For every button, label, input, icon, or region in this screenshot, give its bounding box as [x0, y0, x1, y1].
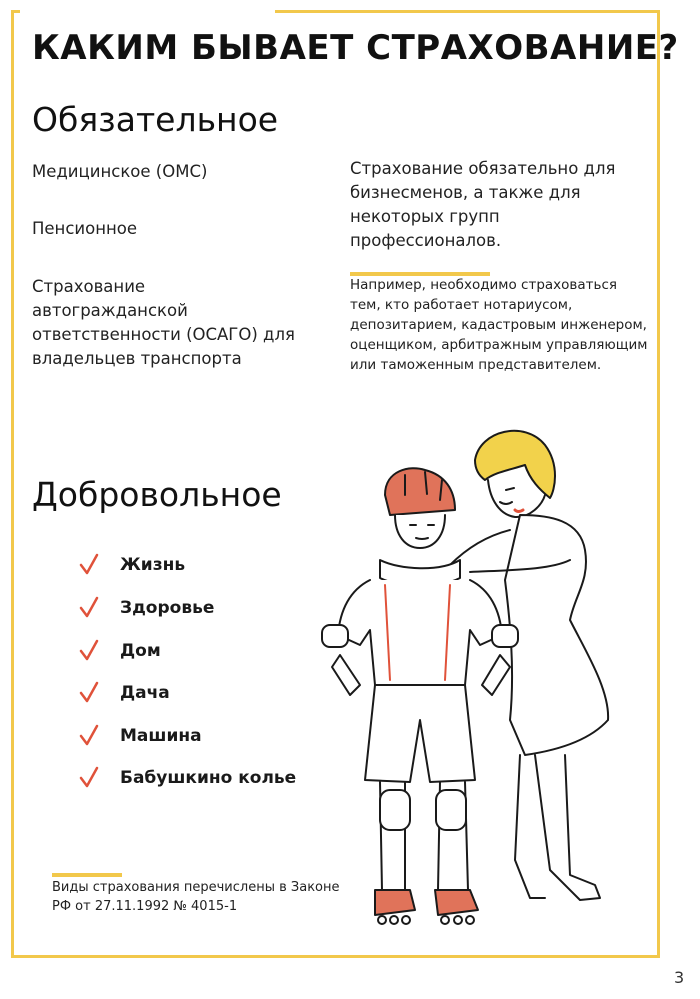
check-icon: [78, 765, 100, 791]
list-item: [78, 721, 202, 751]
mandatory-item-pension: Пенсионное: [32, 219, 138, 238]
list-item: [78, 678, 170, 708]
check-icon: [78, 552, 100, 578]
check-icon: [78, 638, 100, 664]
mandatory-item-oms: Медицинское (ОМС): [32, 162, 208, 181]
mandatory-description: Страхование обязательно для бизнесменов, а также для некоторых групп профессионалов.: [350, 159, 616, 250]
footnote-highlight: [52, 873, 122, 877]
voluntary-item-label: Бабушкино колье: [120, 768, 297, 788]
list-item: [78, 763, 296, 793]
frame-gap: [20, 0, 275, 20]
voluntary-item-label: Жизнь: [120, 555, 186, 575]
voluntary-heading: Добровольное: [32, 475, 282, 514]
check-icon: [78, 723, 100, 749]
check-icon: [78, 595, 100, 621]
voluntary-item-label: Машина: [120, 726, 202, 746]
voluntary-item-label: Здоровье: [120, 598, 215, 618]
voluntary-item-label: Дом: [120, 641, 161, 661]
mandatory-item-osago: Страхование автогражданской ответственности (ОСАГО) для владельцев транспорта: [32, 277, 295, 368]
mandatory-note: Например, необходимо страховаться тем, кто работает нотариусом, депозитарием, кадастровым инженером, оценщиком, арбитражным управляющим или таможенным представителем.: [350, 277, 648, 373]
footnote: Виды страхования перечислены в Законе РФ от 27.11.1992 № 4015-1: [52, 880, 340, 914]
check-icon: [78, 680, 100, 706]
page-title: КАКИМ БЫВАЕТ СТРАХОВАНИЕ?: [32, 28, 679, 68]
list-item: [78, 593, 214, 623]
voluntary-item-label: Дача: [120, 683, 170, 703]
page-number: 3: [674, 968, 685, 987]
illustration-skater-and-woman: [310, 420, 630, 940]
list-item: [78, 636, 161, 666]
mandatory-heading: Обязательное: [32, 100, 279, 139]
list-item: [78, 550, 185, 580]
